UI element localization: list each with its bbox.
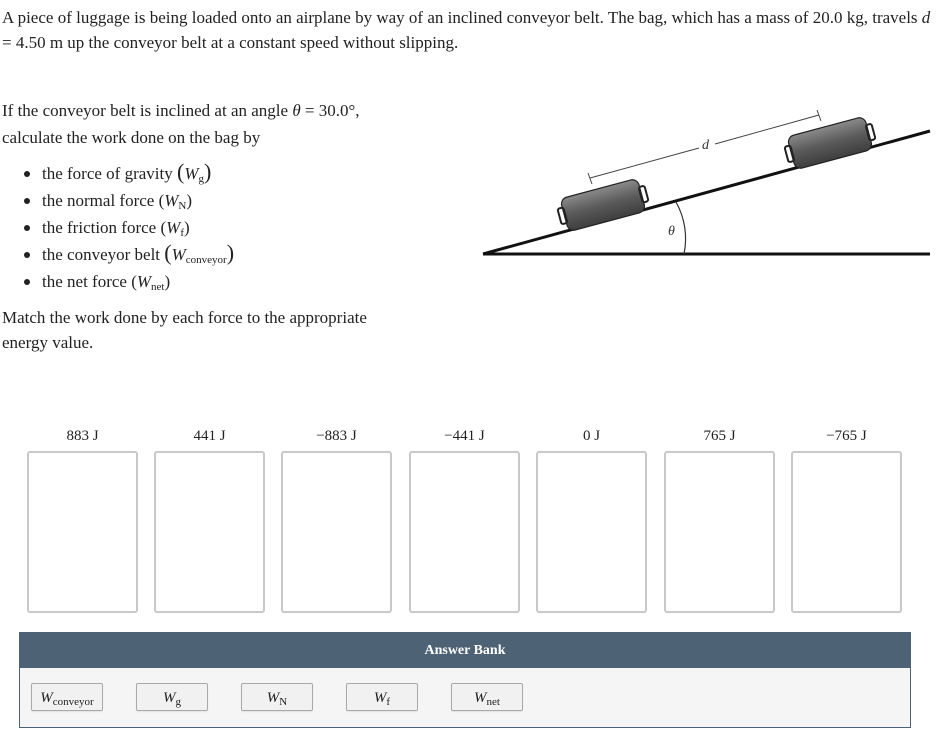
drop-zone[interactable] bbox=[154, 451, 265, 613]
d-label: d bbox=[702, 138, 709, 153]
drop-zone[interactable] bbox=[409, 451, 520, 613]
list-item: the friction force $(W_f)$ bbox=[20, 214, 234, 241]
list-item: the conveyor belt $(W_{conveyor})$ bbox=[20, 241, 234, 268]
target-441 bbox=[154, 428, 265, 613]
target-883 bbox=[27, 428, 138, 613]
target-neg-765 bbox=[791, 428, 902, 613]
drop-zone[interactable] bbox=[281, 451, 392, 613]
chip-w-n[interactable]: $W_N$ bbox=[241, 683, 313, 711]
target-label: −883 J bbox=[316, 428, 357, 444]
drop-zone[interactable] bbox=[536, 451, 647, 613]
list-item: the force of gravity $(W_g)$ bbox=[20, 160, 234, 187]
problem-intro: A piece of luggage is being loaded onto an airplane by way of an inclined conveyor belt. The bag, which has a mass of 20.0 kg, travels d = 4.50 m up the conveyor belt at a constant speed without slipping. bbox=[2, 8, 931, 52]
target-label: −441 J bbox=[444, 428, 485, 444]
list-item: the net force $(W_{net})$ bbox=[20, 268, 234, 295]
target-label: 441 J bbox=[193, 428, 226, 444]
answer-bank bbox=[19, 632, 911, 728]
target-label: −765 J bbox=[826, 428, 867, 444]
question-text: If the conveyor belt is inclined at an angle θ = 30.0°, calculate the work done on the bag by bbox=[2, 101, 360, 147]
answer-bank-title: Answer Bank bbox=[20, 633, 910, 668]
force-list bbox=[20, 160, 234, 295]
drop-zone[interactable] bbox=[791, 451, 902, 613]
target-neg-883 bbox=[281, 428, 392, 613]
chip-w-f[interactable]: $W_f$ bbox=[346, 683, 418, 711]
target-zero bbox=[536, 428, 647, 613]
target-label: 765 J bbox=[703, 428, 736, 444]
drop-zone[interactable] bbox=[27, 451, 138, 613]
target-765 bbox=[664, 428, 775, 613]
luggage-bottom bbox=[555, 177, 651, 233]
theta-label: θ bbox=[668, 224, 675, 239]
angle-arc bbox=[676, 202, 686, 254]
luggage-top bbox=[782, 115, 878, 171]
conveyor-diagram bbox=[478, 104, 934, 264]
target-label: 883 J bbox=[66, 428, 99, 444]
chip-w-net[interactable]: $W_{net}$ bbox=[451, 683, 523, 711]
target-neg-441 bbox=[409, 428, 520, 613]
match-instructions: Match the work done by each force to the appropriate energy value. bbox=[2, 308, 367, 352]
drop-zone[interactable] bbox=[664, 451, 775, 613]
d-symbol: d bbox=[921, 8, 931, 27]
chip-w-g[interactable]: $W_g$ bbox=[136, 683, 208, 711]
chip-w-conveyor[interactable]: $W_{conveyor}$ bbox=[31, 683, 103, 711]
theta-symbol: θ bbox=[292, 101, 301, 120]
target-label: 0 J bbox=[582, 428, 601, 444]
list-item: the normal force $(W_N)$ bbox=[20, 187, 234, 214]
